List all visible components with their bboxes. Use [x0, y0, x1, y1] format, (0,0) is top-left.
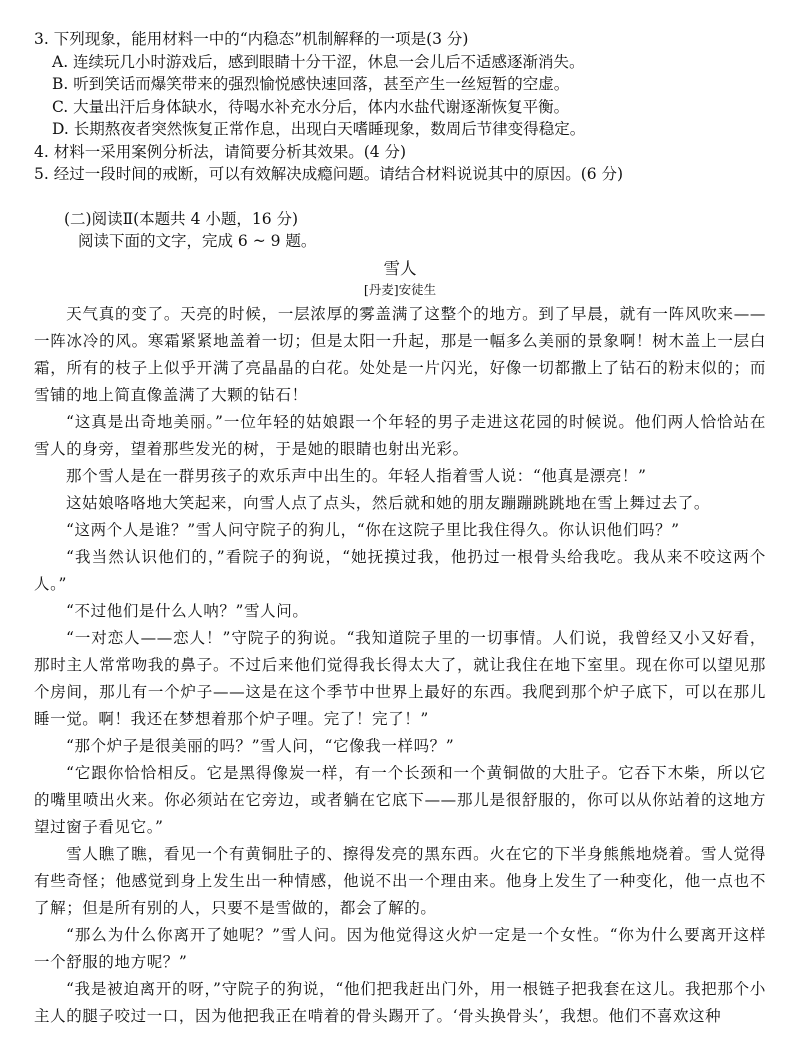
- option-d: D. 长期熬夜者突然恢复正常作息，出现白天嗜睡现象，数周后节律变得稳定。: [52, 120, 586, 138]
- story-paragraph: “这两个人是谁？”雪人问守院子的狗儿，“你在这院子里比我住得久。你认识他们吗？”: [66, 520, 680, 539]
- story-paragraph: “它跟你恰恰相反。它是黑得像炭一样，有一个长颈和一个黄铜做的大肚子。它吞下木柴，所以它的嘴里喷出火来。你必须站在它旁边，或者躺在它底下——那儿是很舒服的，你可以从你站着的这地方望过窗子看见它。”: [34, 763, 766, 836]
- story-paragraph: “不过他们是什么人呐？”雪人问。: [66, 601, 309, 620]
- story-paragraph: 雪人瞧了瞧，看见一个有黄铜肚子的、擦得发亮的黑东西。火在它的下半身熊熊地烧着。雪人觉得有些奇怪；他感觉到身上发生出一种情感，他说不出一个理由来。他身上发生了一种变化，他一点也不了解；但是所有别的人，只要不是雪做的，都会了解的。: [34, 844, 766, 917]
- question-3: [34, 28, 766, 141]
- story-paragraph: 天气真的变了。天亮的时候，一层浓厚的雾盖满了这整个的地方。到了早晨，就有一阵风吹来——一阵冰冷的风。寒霜紧紧地盖着一切；但是太阳一升起，那是一幅多么美丽的景象啊！树木盖上一层白霜，所有的枝子上似乎开满了亮晶晶的白花。处处是一片闪光，好像一切都撒上了钻石的粉末似的；而雪铺的地上简直像盖满了大颗的钻石！: [34, 304, 766, 404]
- story-paragraph: “那么为什么你离开了她呢？”雪人问。因为他觉得这火炉一定是一个女性。“你为什么要离开这样一个舒服的地方呢？”: [34, 925, 766, 971]
- story-paragraph: 这姑娘咯咯地大笑起来，向雪人点了点头，然后就和她的朋友蹦蹦跳跳地在雪上舞过去了。: [66, 493, 711, 512]
- question-5: 5. 经过一段时间的戒断，可以有效解决成瘾问题。请结合材料说说其中的原因。(6 分): [34, 165, 624, 183]
- story-paragraph: “这真是出奇地美丽。”一位年轻的姑娘跟一个年轻的男子走进这花园的时候说。他们两人恰恰站在雪人的身旁，望着那些发光的树，于是她的眼睛也射出光彩。: [34, 412, 766, 458]
- section-instruction: 阅读下面的文字，完成 6 ~ 9 题。: [78, 232, 317, 250]
- story-body: [34, 301, 766, 1030]
- story-paragraph: 那个雪人是在一群男孩子的欢乐声中出生的。年轻人指着雪人说：“他真是漂亮！”: [66, 466, 647, 485]
- story-title: 雪人: [383, 258, 417, 278]
- question-stem: 3. 下列现象，能用材料一中的“内稳态”机制解释的一项是(3 分): [34, 30, 469, 48]
- section-heading: (二)阅读Ⅱ(本题共 4 小题，16 分): [64, 209, 299, 228]
- option-b: B. 听到笑话而爆笑带来的强烈愉悦感快速回落，甚至产生一丝短暂的空虚。: [52, 75, 570, 93]
- question-4: 4. 材料一采用案例分析法，请简要分析其效果。(4 分): [34, 142, 407, 161]
- option-a: A. 连续玩几小时游戏后，感到眼睛十分干涩，休息一会儿后不适感逐渐消失。: [52, 52, 585, 71]
- story-paragraph: “一对恋人——恋人！”守院子的狗说。“我知道院子里的一切事情。人们说，我曾经又小又好看，那时主人常常吻我的鼻子。不过后来他们觉得我长得太大了，就让我住在地下室里。现在你可以望见那个房间，那儿有一个炉子——这是在这个季节中世界上最好的东西。我爬到那个炉子底下，可以在那儿睡一觉。啊！我还在梦想着那个炉子哩。完了！完了！”: [34, 628, 766, 728]
- story-author: [丹麦]安徒生: [363, 281, 437, 297]
- story-paragraph: “我当然认识他们的，”看院子的狗说，“她抚摸过我，他扔过一根骨头给我吃。我从来不咬这两个人。”: [34, 547, 766, 593]
- option-c: C. 大量出汗后身体缺水，待喝水补充水分后，体内水盐代谢逐渐恢复平衡。: [52, 97, 570, 116]
- story-paragraph: “我是被迫离开的呀，”守院子的狗说，“他们把我赶出门外，用一根链子把我套在这儿。我把那个小主人的腿子咬过一口，因为他把我正在啃着的骨头踢开了。‘骨头换骨头’，我想。他们不喜欢这种: [34, 979, 766, 1025]
- story-paragraph: “那个炉子是很美丽的吗？”雪人问，“它像我一样吗？”: [66, 736, 455, 755]
